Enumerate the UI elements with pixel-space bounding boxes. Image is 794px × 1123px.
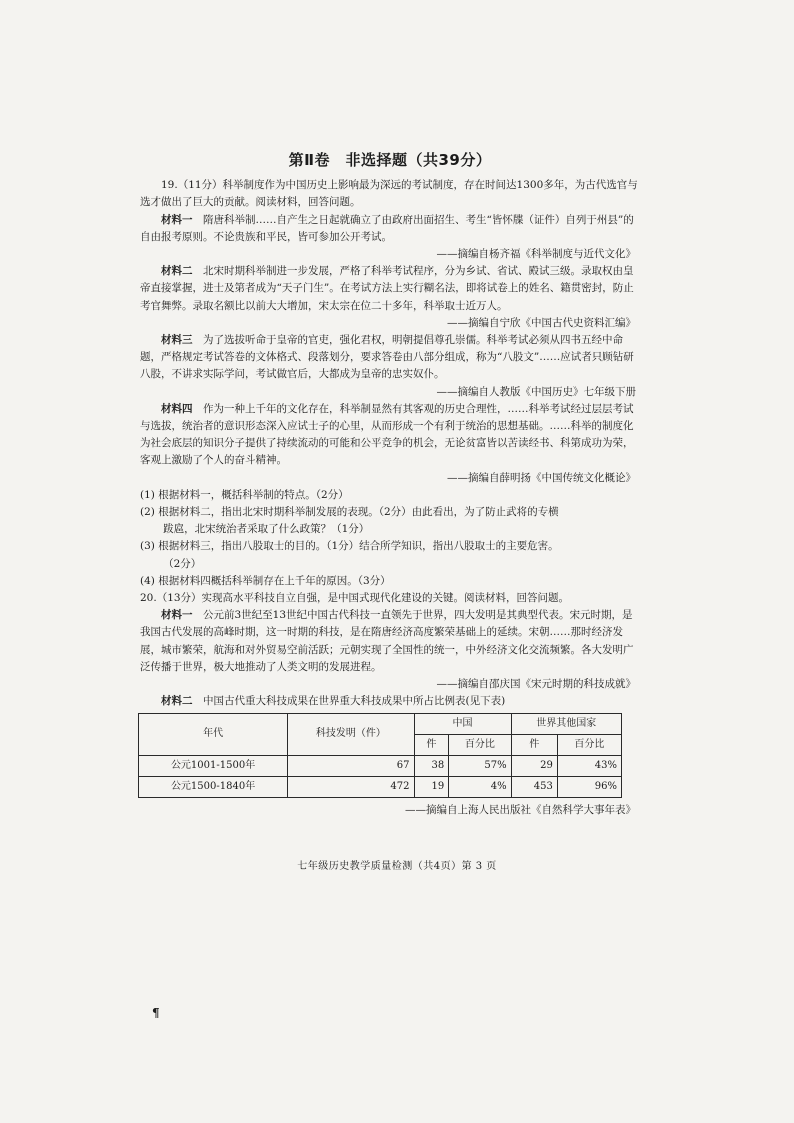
q19-sub-2b: 跋扈，北宋统治者采取了什么政策？（1分）: [163, 523, 370, 536]
q19-material-2: [140, 263, 640, 315]
material-label: 材料三: [161, 334, 193, 347]
material-text: 隋唐科举制……自产生之日起就确立了由政府出面招生、考生“皆怀牒（证件）自列于州县”的自由报考原则。不论贵族和平民，皆可参加公开考试。: [140, 213, 634, 243]
header-total: 科技发明（件）: [288, 713, 414, 755]
header-china: 中国: [414, 713, 511, 734]
q20-material-1: [140, 607, 640, 676]
table-row: [139, 755, 622, 776]
header-world-count: 件: [511, 734, 557, 755]
material-label: 材料一: [161, 213, 193, 226]
exam-page: [140, 152, 640, 819]
cell-china-pct: 4%: [449, 776, 511, 797]
material-label: 材料二: [161, 265, 193, 278]
material-label: 材料二: [161, 695, 193, 708]
q19-material-3: [140, 332, 640, 384]
material-text: 中国古代重大科技成果在世界重大科技成果中所占比例表(见下表): [203, 695, 506, 708]
header-china-pct: 百分比: [449, 734, 511, 755]
q19-sub-2a: (2) 根据材料二，指出北宋时期科举制发展的表现。（2分）由此看出，为了防止武将的专横: [140, 506, 559, 519]
q19-material-4: [140, 401, 640, 470]
q19-sub-4: (4) 根据材料四概括科举制存在上千年的原因。（3分）: [140, 574, 391, 587]
stray-mark: ¶: [152, 1006, 160, 1020]
cell-world-count: 29: [511, 755, 557, 776]
cell-era: 公元1001-1500年: [139, 755, 288, 776]
cell-china-count: 38: [414, 755, 449, 776]
q20-material-2: [140, 693, 640, 710]
table-header-row: [139, 713, 622, 734]
material-text: 北宋时期科举制进一步发展，严格了科举考试程序，分为乡试、省试、殿试三级。录取权由皇帝直接掌握，进士及第者成为“天子门生”。在考试方法上实行糊名法，即将试卷上的姓名、籍贯密封，防止考官舞弊。录取名额比以前大大增加，宋太宗在位二十多年，科举取士近万人。: [140, 265, 634, 312]
material-label: 材料一: [161, 609, 193, 622]
q19-stem: 19.（11分）科举制度作为中国历史上影响最为深远的考试制度，存在时间达1300多年，为古代选官与选才做出了巨大的贡献。阅读材料，回答问题。: [140, 179, 638, 209]
cell-total: 67: [288, 755, 414, 776]
q19-material-1-source: ——摘编自杨齐福《科举制度与近代文化》: [436, 248, 636, 261]
page-footer: 七年级历史教学质量检测（共4页）第 3 页: [297, 861, 497, 872]
q19-sub-1: (1) 根据材料一，概括科举制的特点。（2分）: [140, 488, 349, 501]
material-label: 材料四: [161, 402, 193, 415]
question-19: [140, 177, 640, 590]
cell-world-pct: 96%: [557, 776, 621, 797]
q20-stem: 20.（13分）实现高水平科技自立自强，是中国式现代化建设的关键。阅读材料，回答问题。: [140, 592, 570, 605]
q19-material-3-source: ——摘编自人教版《中国历史》七年级下册: [436, 385, 636, 398]
q19-sub-3b: （2分）: [163, 557, 202, 570]
q19-material-2-source: ——摘编自宁欣《中国古代史资料汇编》: [447, 316, 636, 329]
cell-world-count: 453: [511, 776, 557, 797]
q19-material-4-source: ——摘编自薛明扬《中国传统文化概论》: [447, 471, 636, 484]
q19-sub-3a: (3) 根据材料三，指出八股取士的目的。（1分）结合所学知识，指出八股取士的主要危害。: [140, 540, 559, 553]
q20-material-1-source: ——摘编自邵庆国《宋元时期的科技成就》: [436, 678, 636, 691]
table-row: [139, 776, 622, 797]
header-era: 年代: [139, 713, 288, 755]
header-china-count: 件: [414, 734, 449, 755]
cell-china-pct: 57%: [449, 755, 511, 776]
header-world: 世界其他国家: [511, 713, 621, 734]
cell-era: 公元1500-1840年: [139, 776, 288, 797]
cell-total: 472: [288, 776, 414, 797]
material-text: 为了选拔听命于皇帝的官吏，强化君权，明朝提倡尊孔崇儒。科举考试必须从四书五经中命题，严格规定考试答卷的文体格式、段落划分，要求答卷由八部分组成，称为“八股文”……应试者只顾钻研八股，不讲求实际学问，考试做官后，大都成为皇帝的忠实奴仆。: [140, 334, 634, 381]
header-world-pct: 百分比: [557, 734, 621, 755]
material-text: 公元前3世纪至13世纪中国古代科技一直领先于世界，四大发明是其典型代表。宋元时期，是我国古代发展的高峰时期，这一时期的科技，是在隋唐经济高度繁荣基础上的延续。宋朝……那时经济发展，城市繁荣，航海和对外贸易空前活跃；元朝实现了全国性的统一，中外经济文化交流频繁。各大发明广泛传播于世界，极大地推动了人类文明的发展进程。: [140, 609, 634, 673]
material-text: 作为一种上千年的文化存在，科举制显然有其客观的历史合理性，……科举考试经过层层考试与选拔，统治者的意识形态深入应试士子的心里，从而形成一个有利于统治的思想基础。……科举的制度化为社会底层的知识分子提供了持续流动的可能和公平竞争的机会，无论贫富皆以苦读经书、科第成功为荣，客观上激励了个人的奋斗精神。: [140, 402, 634, 467]
question-20: [140, 590, 640, 819]
q19-material-1: [140, 212, 640, 246]
cell-world-pct: 43%: [557, 755, 621, 776]
science-achievement-table: [138, 713, 622, 798]
cell-china-count: 19: [414, 776, 449, 797]
section-title: 第Ⅱ卷 非选择题（共39分）: [288, 151, 492, 169]
q20-material-2-source: ——摘编自上海人民出版社《自然科学大事年表》: [405, 803, 636, 816]
